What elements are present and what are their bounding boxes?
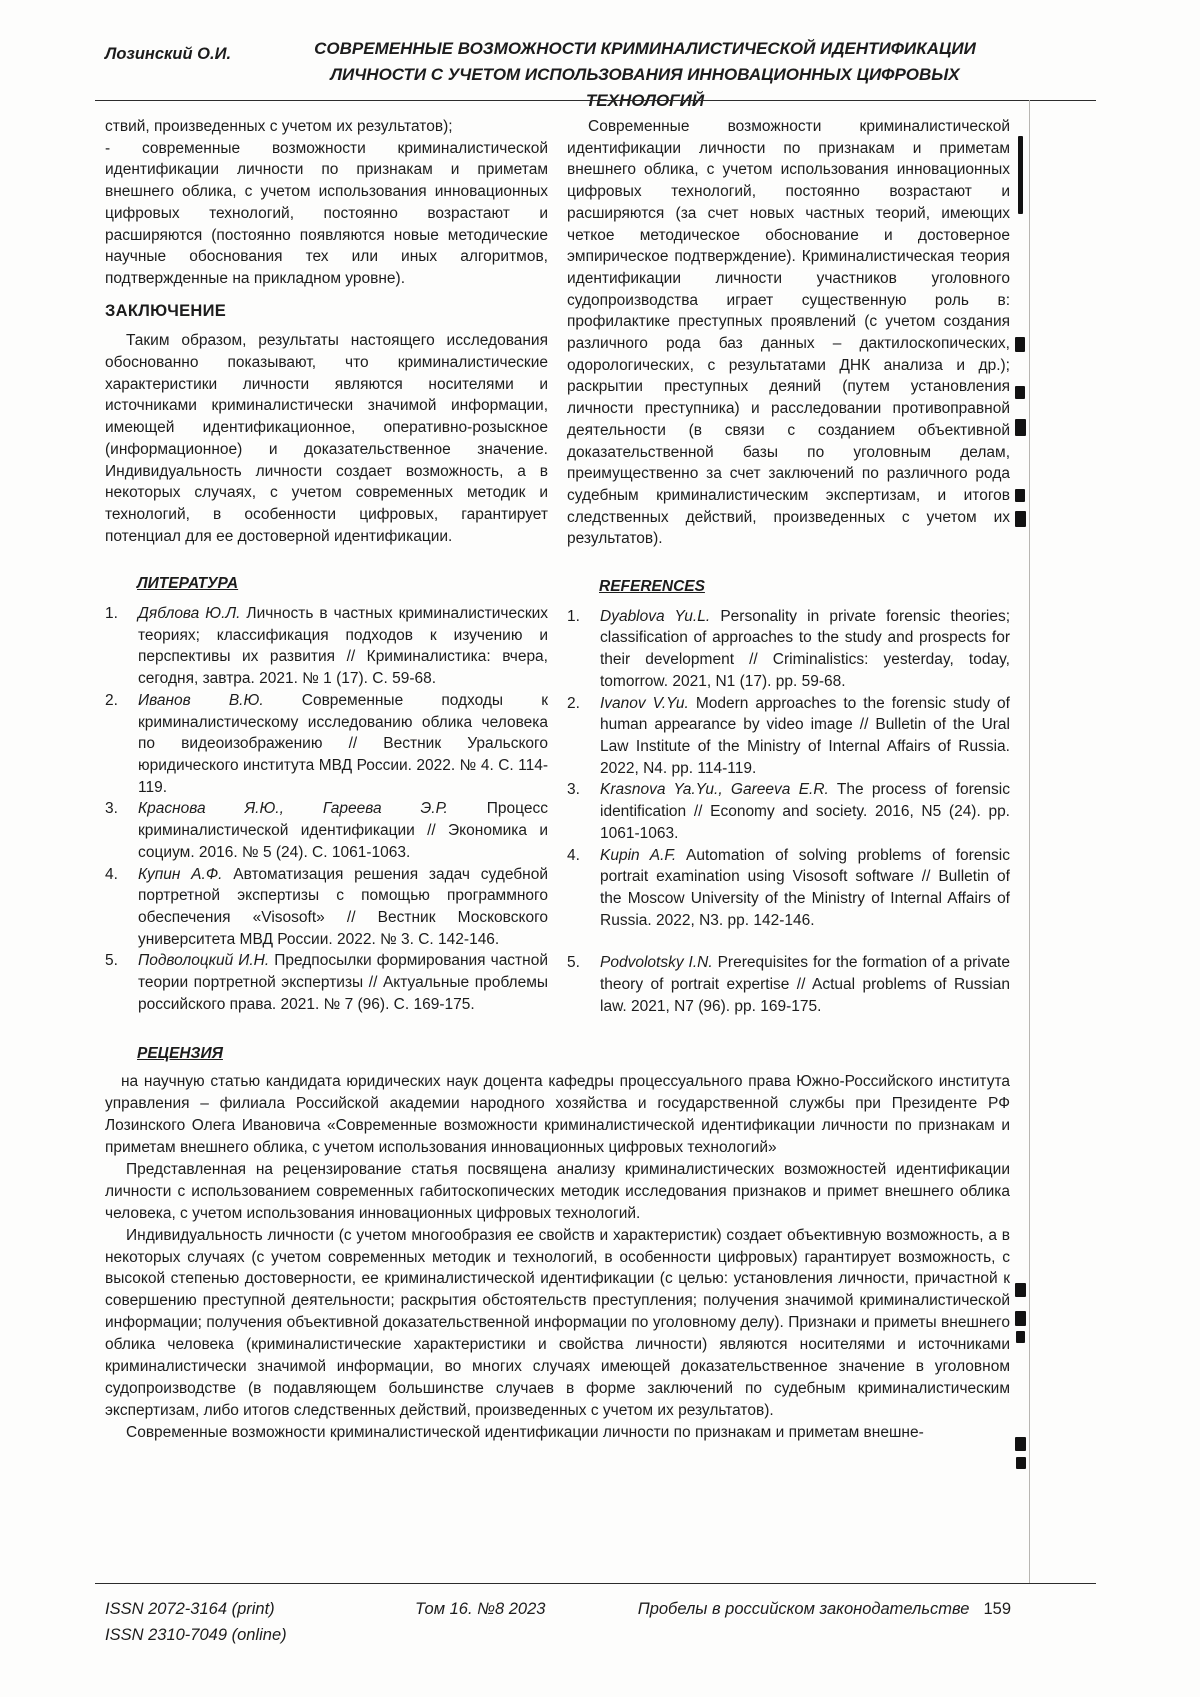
- scan-artifact: [1016, 1331, 1025, 1343]
- scan-fold-line: [1029, 100, 1030, 1583]
- reference-author: Иванов В.Ю.: [138, 691, 264, 709]
- reference-author: Podvolotsky I.N.: [600, 954, 713, 972]
- references-list: [567, 606, 1010, 1018]
- reference-body: Процесс криминалистической идентификации // Экономика и социум. 2016. № 5 (24). С. 1061-1063.: [138, 800, 548, 861]
- paragraph: ствий, произведенных с учетом их результатов);: [105, 118, 453, 135]
- two-column-layout: [105, 116, 1010, 1017]
- reference-item: [567, 693, 1010, 780]
- reference-text: [138, 603, 548, 690]
- reference-text: [600, 693, 1010, 780]
- article-title: [280, 36, 1010, 114]
- reference-item: [105, 950, 548, 1015]
- reference-number: 5.: [105, 952, 118, 970]
- running-author: Лозинский О.И.: [105, 45, 232, 63]
- scan-artifact: [1015, 337, 1025, 352]
- reference-number: 4.: [567, 846, 580, 864]
- reference-body: The process of forensic identification // Economy and society. 2016, N5 (24). pp. 1061-1063.: [600, 781, 1010, 842]
- scan-artifact: [1015, 511, 1026, 527]
- reference-number: 2.: [105, 691, 118, 709]
- right-column: [567, 116, 1010, 1017]
- reference-item: [567, 606, 1010, 693]
- reference-number: 3.: [567, 781, 580, 799]
- reference-text: [138, 798, 548, 863]
- reference-number: 4.: [105, 865, 118, 883]
- reference-number: 2.: [567, 694, 580, 712]
- left-column: [105, 116, 548, 1017]
- page-body: [105, 116, 1010, 1444]
- reference-author: Krasnova Ya.Yu., Gareeva E.R.: [600, 781, 829, 799]
- scan-artifact: [1015, 419, 1026, 436]
- paragraph: Современные возможности криминалистической идентификации личности по признакам и приметам внешнего облика, с учетом использования инновационных цифровых технологий, постоянно возрастают и расширяются (за счет новых частных теорий, имеющих четкое методическое обоснование и достоверное эмпирическое подтверждение). Криминалистическая теория идентификации личности участников уголовного судопроизводства играет существенную роль в: профилактике преступных проявлений (с учетом создания различного рода баз данных – дактилоскопических, одорологических, с результатами ДНК анализа и др.); раскрытии преступных деяний (путем установления личности преступника) и расследовании противоправной деятельности (в связи с созданием объективной доказательственной базы по уголовным делам, преимущественно за счет заключений по различного рода судебным криминалистическим экспертизам, и итогов следственных действий, произведенных с учетом их результатов).: [567, 118, 1010, 548]
- paragraph: - современные возможности криминалистической идентификации личности по признакам и приметам внешнего облика, с учетом использования инновационных цифровых технологий, постоянно возрастают и расширяются (постоянно появляются новые методические научные обоснования тех или иных алгоритмов, подтвержденные на прикладном уровне).: [105, 139, 548, 287]
- reference-item: [105, 798, 548, 863]
- references-heading: REFERENCES: [599, 578, 705, 596]
- reference-text: [600, 779, 1010, 844]
- scan-artifact: [1015, 1311, 1026, 1326]
- reference-author: Дяблова Ю.Л.: [138, 605, 241, 623]
- reference-item: [105, 864, 548, 951]
- reference-item: [105, 603, 548, 690]
- reference-body: Automation of solving problems of forensic portrait examination using Visosoft software // Bulletin of the Moscow University of the Ministry of Internal Affairs of Russia. 2022, N3. pp. 142-146.: [600, 846, 1011, 929]
- article-title-line2: ЛИЧНОСТИ С УЧЕТОМ ИСПОЛЬЗОВАНИЯ ИННОВАЦИОННЫХ ЦИФРОВЫХ ТЕХНОЛОГИЙ: [330, 65, 960, 110]
- conclusion-paragraph: Таким образом, результаты настоящего исследования обоснованно показывают, что криминалистические характеристики личности являются носителями и источниками криминалистически значимой информации, имеющей идентификационное, оперативно-розыскное (информационное) и доказательственное значение. Индивидуальность личности создает возможность, а в некоторых случаях, с учетом современных методик и технологий, в особенности цифровых, гарантирует потенциал для ее достоверной идентификации.: [105, 332, 548, 545]
- reference-body: Современные подходы к криминалистическому исследованию облика человека по видеоизображению // Вестник Уральского юридического института МВД России. 2022. № 4. С. 114-119.: [138, 691, 548, 796]
- reference-number: 1.: [567, 607, 580, 625]
- reference-item: [567, 779, 1010, 844]
- review-paragraph: Современные возможности криминалистической идентификации личности по признакам и приметам внешне-: [126, 1423, 924, 1441]
- scan-artifact: [1016, 1457, 1026, 1469]
- reference-body: Prerequisites for the formation of a private theory of portrait expertise // Actual problems of Russian law. 2021, N7 (96). pp. 169-175.: [600, 954, 1010, 1015]
- page-header: [105, 36, 1010, 114]
- reference-author: Краснова Я.Ю., Гареева Э.Р.: [138, 800, 448, 818]
- conclusion-heading: ЗАКЛЮЧЕНИЕ: [105, 301, 227, 320]
- scan-artifact: [1015, 1283, 1026, 1297]
- review-heading: РЕЦЕНЗИЯ: [137, 1045, 223, 1063]
- volume-info: Том 16. №8 2023: [415, 1600, 546, 1618]
- reference-text: [138, 864, 548, 951]
- reference-author: Ivanov V.Yu.: [600, 694, 689, 712]
- reference-author: Купин А.Ф.: [138, 865, 223, 883]
- reference-author: Подволоцкий И.Н.: [138, 952, 270, 970]
- reference-text: [600, 845, 1010, 932]
- header-rule: [95, 100, 1096, 101]
- reference-text: [138, 690, 548, 799]
- page-footer: [95, 1583, 1096, 1648]
- reference-number: 1.: [105, 605, 118, 623]
- scan-artifact: [1015, 386, 1025, 399]
- review-paragraph: Индивидуальность личности (с учетом многообразия ее свойств и характеристик) создает объективную возможность, а в некоторых случаях (с учетом современных методик и технологий, в особенности цифровых) гарантирует возможность, с высокой степенью достоверности, ее криминалистической идентификации (с целью: установления личности, причастной к совершению преступной деятельности; раскрытия обстоятельств преступления; получения значимой криминалистической информации; получения объективной доказательственной информации по уголовному делу). Признаки и приметы внешнего облика человека (криминалистические характеристики и свойства личности) являются носителями и источниками криминалистически значимой информации, во многих случаях имеющей доказательственное значение в уголовном судопроизводстве (в подавляющем большинстве случаев в форме заключений по судебным криминалистическим экспертизам, либо итогов следственных действий, произведенных с учетом их результатов).: [105, 1226, 1010, 1419]
- journal-title: Пробелы в российском законодательстве: [637, 1600, 970, 1618]
- reference-item: [567, 845, 1010, 932]
- literature-list: [105, 603, 548, 1015]
- reference-number: 5.: [567, 954, 580, 972]
- review-paragraph: на научную статью кандидата юридических наук доцента кафедры процессуального права Южно-Российского института управления – филиала Российской академии народного хозяйства и государственной службы при Президенте РФ Лозинского Олега Ивановича «Современные возможности криминалистической идентификации личности по признакам и приметам внешнего облика, с учетом использования инновационных цифровых технологий»: [105, 1073, 1010, 1157]
- page-number: 159: [983, 1600, 1011, 1618]
- reference-item: [105, 690, 548, 799]
- issn-print: ISSN 2072-3164 (print): [105, 1600, 275, 1618]
- reference-item: [567, 952, 1010, 1017]
- reference-author: Dyablova Yu.L.: [600, 607, 711, 625]
- reference-number: 3.: [105, 800, 118, 818]
- reference-author: Kupin A.F.: [600, 846, 677, 864]
- reference-body: Предпосылки формирования частной теории портретной экспертизы // Актуальные проблемы российского права. 2021. № 7 (96). С. 169-175.: [138, 952, 548, 1013]
- journal-title-block: [545, 1596, 1096, 1622]
- review-paragraph: Представленная на рецензирование статья посвящена анализу криминалистических возможностей идентификации личности с использованием современных габитоскопических методик исследования признаков и примет внешнего облика человека, с учетом использования инновационных цифровых технологий.: [105, 1160, 1010, 1222]
- reference-body: Personality in private forensic theories; classification of approaches to the study and prospects for their development // Criminalistics: yesterday, today, tomorrow. 2021, N1 (17). pp. 59-68.: [600, 607, 1011, 690]
- scan-artifact: [1018, 136, 1023, 214]
- reference-body: Личность в частных криминалистических теориях; классификация подходов к изучению и перспективы их развития // Криминалистика: вчера, сегодня, завтра. 2021. № 1 (17). С. 59-68.: [138, 605, 549, 688]
- reference-text: [600, 606, 1010, 693]
- reference-body: Автоматизация решения задач судебной портретной экспертизы с помощью программного обеспечения «Visosoft» // Вестник Московского университета МВД России. 2022. № 3. С. 142-146.: [138, 865, 548, 948]
- issn-block: [95, 1596, 415, 1648]
- article-title-line1: СОВРЕМЕННЫЕ ВОЗМОЖНОСТИ КРИМИНАЛИСТИЧЕСКОЙ ИДЕНТИФИКАЦИИ: [314, 39, 976, 58]
- reference-text: [138, 950, 548, 1015]
- literature-heading: ЛИТЕРАТУРА: [137, 575, 239, 593]
- reference-text: [600, 952, 1010, 1017]
- scan-artifact: [1015, 1437, 1026, 1451]
- reference-body: Modern approaches to the forensic study of human appearance by video image // Bulletin of the Ural Law Institute of the Ministry of Internal Affairs of Russia. 2022, N4. pp. 114-119.: [600, 694, 1010, 777]
- scan-artifact: [1015, 489, 1025, 502]
- review-section: [105, 1043, 1010, 1443]
- issn-online: ISSN 2310-7049 (online): [105, 1626, 287, 1644]
